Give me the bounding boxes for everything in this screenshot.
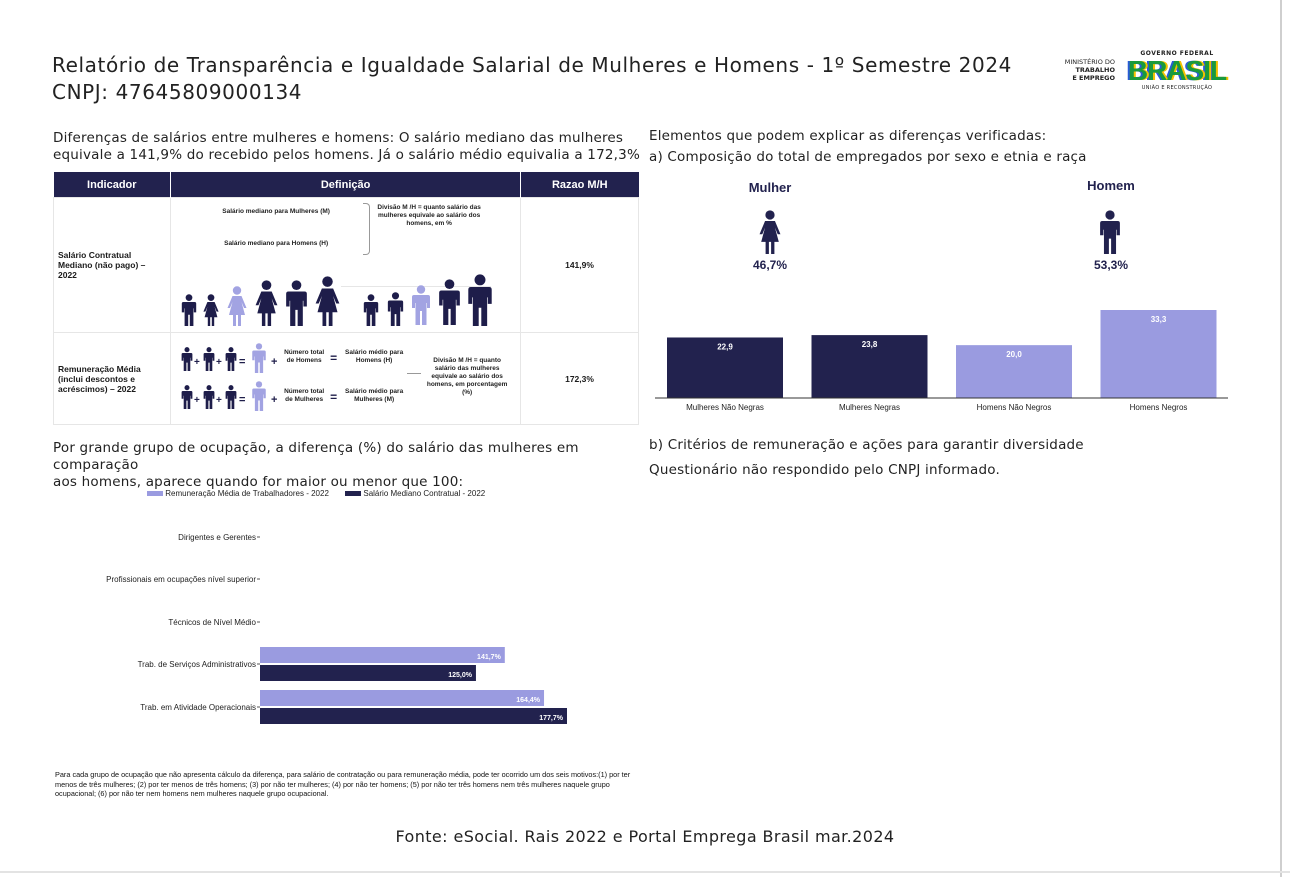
legend-label-media: Remuneração Média de Trabalhadores - 2022 bbox=[165, 489, 329, 498]
row2-definition bbox=[171, 333, 521, 425]
intro-line-1: Diferenças de salários entre mulheres e homens: O salário mediano das mulheres bbox=[53, 130, 624, 146]
connector-line bbox=[407, 373, 421, 374]
category-label: Técnicos de Nível Médio bbox=[168, 618, 256, 627]
occupation-line-1: Por grande grupo de ocupação, a diferença (%) do salário das mulheres em comparação bbox=[53, 440, 579, 473]
avg-women-text: Salário médio para Mulheres (M) bbox=[345, 388, 404, 403]
criteria-section bbox=[649, 437, 1249, 479]
category-label: Dirigentes e Gerentes bbox=[178, 533, 256, 542]
page-edge-bottom bbox=[0, 871, 1290, 873]
bracket-line bbox=[363, 203, 370, 255]
svg-text:=: = bbox=[239, 356, 246, 368]
bar-value-label: 20,0 bbox=[1006, 350, 1022, 360]
gov-brand-text: BRASIL bbox=[1127, 55, 1227, 86]
svg-text:+: + bbox=[216, 357, 222, 368]
total-women-text: Número total de Mulheres bbox=[284, 388, 325, 403]
svg-text:+: + bbox=[194, 395, 200, 406]
def-men-text: Salário mediano para Homens (H) bbox=[224, 240, 329, 247]
category-label: Homens Não Negros bbox=[976, 403, 1052, 412]
equals-sign: = bbox=[330, 390, 338, 404]
right-heading bbox=[649, 128, 1249, 166]
intro-paragraph bbox=[53, 130, 643, 164]
not-answered-text: Questionário não respondido pelo CNPJ informado. bbox=[649, 462, 1000, 478]
people-figures bbox=[181, 264, 511, 326]
cnpj-label: CNPJ: 47645809000134 bbox=[52, 80, 303, 104]
row1-indicator: Salário Contratual Mediano (não pago) – 2022 bbox=[54, 198, 171, 333]
occupation-line-2: aos homens, aparece quando for maior ou menor que 100: bbox=[53, 474, 464, 490]
legend-label-mediano: Salário Mediano Contratual - 2022 bbox=[363, 489, 486, 498]
indicator-table bbox=[53, 172, 639, 425]
row2-ratio: 172,3% bbox=[521, 333, 639, 425]
elements-heading: Elementos que podem explicar as diferenças verificadas: bbox=[649, 128, 1047, 144]
row1-definition bbox=[171, 198, 521, 333]
occupation-bar-mediano bbox=[260, 665, 476, 681]
total-men-text: Número total de Homens bbox=[284, 349, 325, 364]
svg-text:+: + bbox=[194, 357, 200, 368]
table-row bbox=[54, 333, 639, 425]
bar-value-label: 141,7% bbox=[477, 654, 501, 661]
avg-men-text: Salário médio para Homens (H) bbox=[345, 349, 404, 364]
bar-value-label: 23,8 bbox=[861, 340, 878, 350]
ministry-line-1: MINISTÉRIO DO bbox=[1064, 58, 1115, 66]
category-label: Trab. de Serviços Administrativos bbox=[137, 660, 256, 669]
occupation-paragraph bbox=[53, 440, 643, 491]
category-label: Profissionais em ocupações nível superior bbox=[106, 575, 256, 584]
criteria-heading: b) Critérios de remuneração e ações para garantir diversidade bbox=[649, 437, 1084, 453]
page-edge bbox=[1280, 0, 1282, 877]
occupation-legend bbox=[147, 489, 485, 498]
table-row bbox=[54, 198, 639, 333]
man-label: Homem bbox=[1087, 178, 1135, 193]
woman-percent: 46,7% bbox=[752, 258, 788, 272]
occupation-bar-media bbox=[260, 690, 544, 706]
equals-sign: = bbox=[330, 351, 338, 365]
category-label: Mulheres Não Negras bbox=[686, 403, 764, 412]
ministry-logo bbox=[1040, 58, 1115, 82]
gov-bottom-text: UNIÃO E RECONSTRUÇÃO bbox=[1141, 85, 1213, 91]
category-label: Trab. em Atividade Operacionais bbox=[140, 703, 256, 712]
svg-text:=: = bbox=[239, 394, 246, 406]
category-label: Mulheres Negras bbox=[839, 403, 900, 412]
table-header-row bbox=[54, 172, 639, 198]
gov-brasil-logo bbox=[1122, 50, 1232, 100]
report-header bbox=[52, 52, 1012, 106]
people-illustration bbox=[181, 264, 511, 326]
header-razao: Razao M/H bbox=[521, 172, 639, 198]
def-women-text: Salário mediano para Mulheres (M) bbox=[222, 208, 330, 215]
svg-text:+: + bbox=[271, 394, 278, 406]
row1-ratio: 141,9% bbox=[521, 198, 639, 333]
source-text: Fonte: eSocial. Rais 2022 e Portal Emprega Brasil mar.2024 bbox=[395, 827, 895, 846]
footnote: Para cada grupo de ocupação que não apresenta cálculo da diferença, para salário de contratação ou para remuneração média, pode ter ocorrido um dos seis motivos:(1) por ter menos de três mulheres; (2) por ter menos de três homens; (3) por não ter mulheres; (4) por não ter homens; (5) por não ter três homens nem três mulheres naquele grupo ocupacional; (6) por não ter nem homens nem mulheres naquele grupo ocupacional. bbox=[55, 770, 631, 798]
svg-text:+: + bbox=[216, 395, 222, 406]
gov-top-text: GOVERNO FEDERAL bbox=[1140, 50, 1214, 57]
composition-chart bbox=[650, 300, 1235, 415]
occupation-chart bbox=[0, 515, 640, 730]
man-icon bbox=[1099, 210, 1121, 254]
legend-swatch-mediano bbox=[345, 491, 361, 496]
row2-indicator: Remuneração Média (inclui descontos e acréscimos) – 2022 bbox=[54, 333, 171, 425]
bar-value-label: 22,9 bbox=[717, 342, 733, 352]
header-indicador: Indicador bbox=[54, 172, 171, 198]
ministry-line-3: E EMPREGO bbox=[1072, 74, 1115, 82]
occupation-bar-mediano bbox=[260, 708, 567, 724]
report-title: Relatório de Transparência e Igualdade Salarial de Mulheres e Homens - 1º Semestre 2024 bbox=[52, 53, 1012, 77]
bar-value-label: 164,4% bbox=[516, 697, 541, 704]
occupation-bar-media bbox=[260, 647, 505, 663]
man-percent: 53,3% bbox=[1093, 258, 1129, 272]
def-division-text: Divisão M /H = quanto salário das mulheres equivale ao salário dos homens, em % bbox=[377, 204, 481, 227]
category-label: Homens Negros bbox=[1129, 403, 1188, 412]
composition-heading: a) Composição do total de empregados por sexo e etnia e raça bbox=[649, 149, 1087, 165]
bar-value-label: 33,3 bbox=[1150, 315, 1167, 324]
intro-line-2: equivale a 141,9% do recebido pelos homens. Já o salário médio equivalia a 172,3% bbox=[53, 147, 640, 163]
ministry-line-2: TRABALHO bbox=[1075, 66, 1115, 74]
legend-swatch-media bbox=[147, 491, 163, 496]
row2-division-text: Divisão M /H = quanto salário das mulheres equivale ao salário dos homens, em porcentagem (%) bbox=[426, 357, 508, 396]
woman-icon bbox=[759, 210, 781, 254]
bar-value-label: 177,7% bbox=[539, 715, 563, 722]
woman-label: Mulher bbox=[748, 180, 792, 195]
svg-text:+: + bbox=[271, 356, 278, 368]
bar-value-label: 125,0% bbox=[448, 672, 472, 679]
header-definicao: Definição bbox=[171, 172, 521, 198]
